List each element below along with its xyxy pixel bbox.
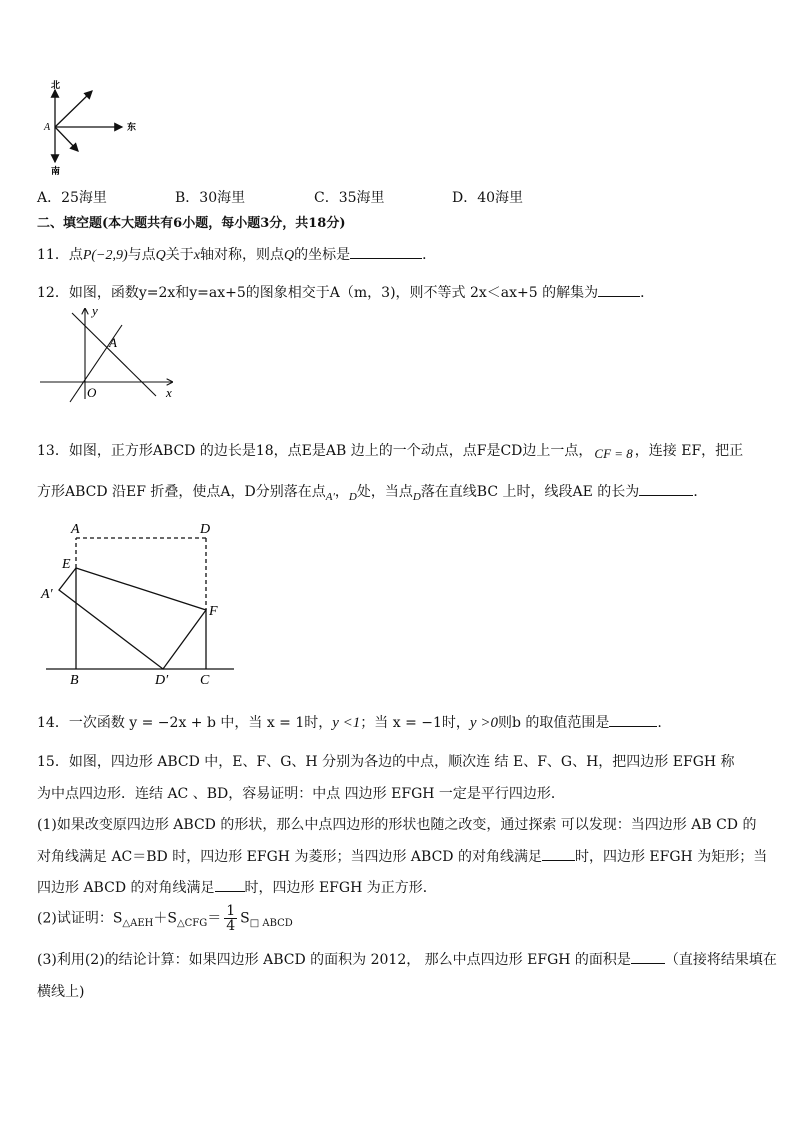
q14-b: y <1 xyxy=(332,715,361,731)
q13-line1a: 13．如图，正方形ABCD 的边长是18，点E是AB 边上的一个动点，点F是CD边上一点， xyxy=(37,443,593,459)
point-a-label: A xyxy=(109,335,117,350)
q10-option-a: A．25海里 xyxy=(37,190,107,206)
question-14 xyxy=(37,712,662,732)
label-c: C xyxy=(200,673,210,688)
q15-p3-line1b: （直接将结果填在 xyxy=(664,952,777,968)
q15-part3-line1 xyxy=(37,949,777,969)
q15-p1-line2a: 对角线满足 AC＝BD 时，四边形 EFGH 为菱形；当四边形 ABCD 的对角线满足 xyxy=(37,849,542,865)
q15-part1-line1: (1)如果改变原四边形 ABCD 的形状，那么中点四边形的形状也随之改变，通过探索 可以发现：当四边形 AB CD 的 xyxy=(37,817,757,833)
south-label: 南 xyxy=(51,166,61,176)
q15-p3-line1: (3)利用(2)的结论计算：如果四边形 ABCD 的面积为 2012， 那么中点四边形 EFGH 的面积是 xyxy=(37,952,631,968)
q15-p2-sub2: △CFG xyxy=(176,917,208,929)
q11-x: x xyxy=(193,248,200,263)
se-ray xyxy=(55,127,78,151)
q12-text: 12．如图，函数y=2x和y=ax+5的图象相交于A（m，3)，则不等式 2x＜ax+5 的解集为 xyxy=(37,285,599,301)
point-a-label: A xyxy=(44,122,51,133)
question-13-line1 xyxy=(37,440,743,460)
q15-p2-sub1: △AEH xyxy=(122,917,154,929)
q13-line2a: 方形ABCD 沿EF 折叠，使点A，D分别落在点 xyxy=(37,484,326,500)
folded-shape xyxy=(59,568,206,669)
q15-p2-plus: ＋S xyxy=(153,910,177,927)
q11-q: Q xyxy=(155,248,166,263)
q13-answer-blank[interactable] xyxy=(639,482,693,496)
q13-a-prime: A′ xyxy=(325,491,335,503)
q14-answer-blank[interactable] xyxy=(609,713,657,727)
q15-part1-line2 xyxy=(37,846,767,866)
origin-label: O xyxy=(87,385,97,400)
q14-d: y >0 xyxy=(469,715,498,731)
label-d-prime: D′ xyxy=(155,673,169,688)
q14-end: . xyxy=(657,715,662,731)
q15-p2-s: S xyxy=(240,910,250,927)
q15-p2-eq: ＝ xyxy=(207,910,222,927)
q15-fraction xyxy=(224,904,237,933)
q15-answer-blank-area[interactable] xyxy=(631,950,665,964)
q15-line2: 为中点四边形．连结 AC 、BD，容易证明：中点 四边形 EFGH 一定是平行四边形． xyxy=(37,786,565,802)
q15-part2 xyxy=(37,904,293,933)
q10-option-d: D．40海里 xyxy=(452,190,524,206)
q13-line2b: 处，当点 xyxy=(356,484,413,500)
q11-suffix: 的坐标是 xyxy=(294,247,351,263)
x-axis-label: x xyxy=(166,385,172,400)
q10-option-b: B．30海里 xyxy=(175,190,246,206)
q15-frac-den: 4 xyxy=(226,918,236,934)
q14-a: 14．一次函数 y = −2x + b 中，当 x = 1时， xyxy=(37,715,333,731)
question-12 xyxy=(37,282,654,302)
q15-p1-line3b: 时，四边形 EFGH 为正方形． xyxy=(244,880,437,896)
label-d: D xyxy=(200,522,211,537)
compass-figure xyxy=(40,78,150,176)
north-label: 北 xyxy=(51,80,61,90)
q10-option-c: C．35海里 xyxy=(314,190,385,206)
q12-graph-figure xyxy=(36,303,184,403)
q15-part3-line2: 横线上) xyxy=(37,984,85,1000)
q11-prefix: 11．点 xyxy=(37,247,83,263)
q15-frac-num: 1 xyxy=(226,903,236,919)
q12-answer-blank[interactable] xyxy=(598,283,640,297)
q15-answer-blank-rect[interactable] xyxy=(542,847,575,861)
q15-line1: 15．如图，四边形 ABCD 中，E、F、G、H 分别为各边的中点，顺次连 结 E、F、G、H，把四边形 EFGH 称 xyxy=(37,754,735,770)
q11-answer-blank[interactable] xyxy=(350,245,422,259)
q11-end: ． xyxy=(422,247,437,263)
q15-p2-prefix: (2)试证明：S xyxy=(37,910,123,927)
east-label: 东 xyxy=(127,122,137,132)
q13-line1b: ，连接 EF，把正 xyxy=(634,443,744,459)
q15-p1-line3a: 四边形 ABCD 的对角线满足 xyxy=(37,880,215,896)
q11-mid2: 关于 xyxy=(165,247,194,263)
label-b: B xyxy=(70,673,79,688)
q11-mid1: 与点 xyxy=(127,247,156,263)
q15-p1-line2b: 时，四边形 EFGH 为矩形；当 xyxy=(574,849,768,865)
q11-q2: Q xyxy=(284,248,295,263)
q13-line2c: 落在直线BC 上时，线段AE 的长为 xyxy=(420,484,640,500)
question-11 xyxy=(37,244,436,264)
label-e: E xyxy=(62,557,71,572)
q13-comma: ， xyxy=(334,484,349,500)
label-a-prime: A′ xyxy=(41,587,53,602)
q15-answer-blank-square[interactable] xyxy=(215,878,245,892)
q12-end: ． xyxy=(640,285,655,301)
q13-cf: CF = 8 xyxy=(594,446,633,461)
q13-end: ． xyxy=(693,484,708,500)
q13-d-prime2: D xyxy=(412,491,421,503)
q11-point-p: P(−2,9) xyxy=(82,248,128,263)
q14-e: 则b 的取值范围是 xyxy=(497,715,610,731)
q15-part1-line3 xyxy=(37,877,437,897)
q14-c: ；当 x = −1时， xyxy=(360,715,470,731)
label-a: A xyxy=(71,522,80,537)
section-title: 二、填空题(本大题共有6小题，每小题3分，共18分) xyxy=(37,216,346,231)
q15-p2-sub3: □ ABCD xyxy=(249,917,293,929)
q11-mid3: 轴对称，则点 xyxy=(200,247,284,263)
ne-ray xyxy=(55,91,92,127)
label-f: F xyxy=(209,604,218,619)
q13-square-fold-figure xyxy=(36,518,241,688)
q13-d-prime: D xyxy=(348,491,357,503)
y-axis-label: y xyxy=(92,303,98,318)
question-13-line2 xyxy=(37,481,707,501)
